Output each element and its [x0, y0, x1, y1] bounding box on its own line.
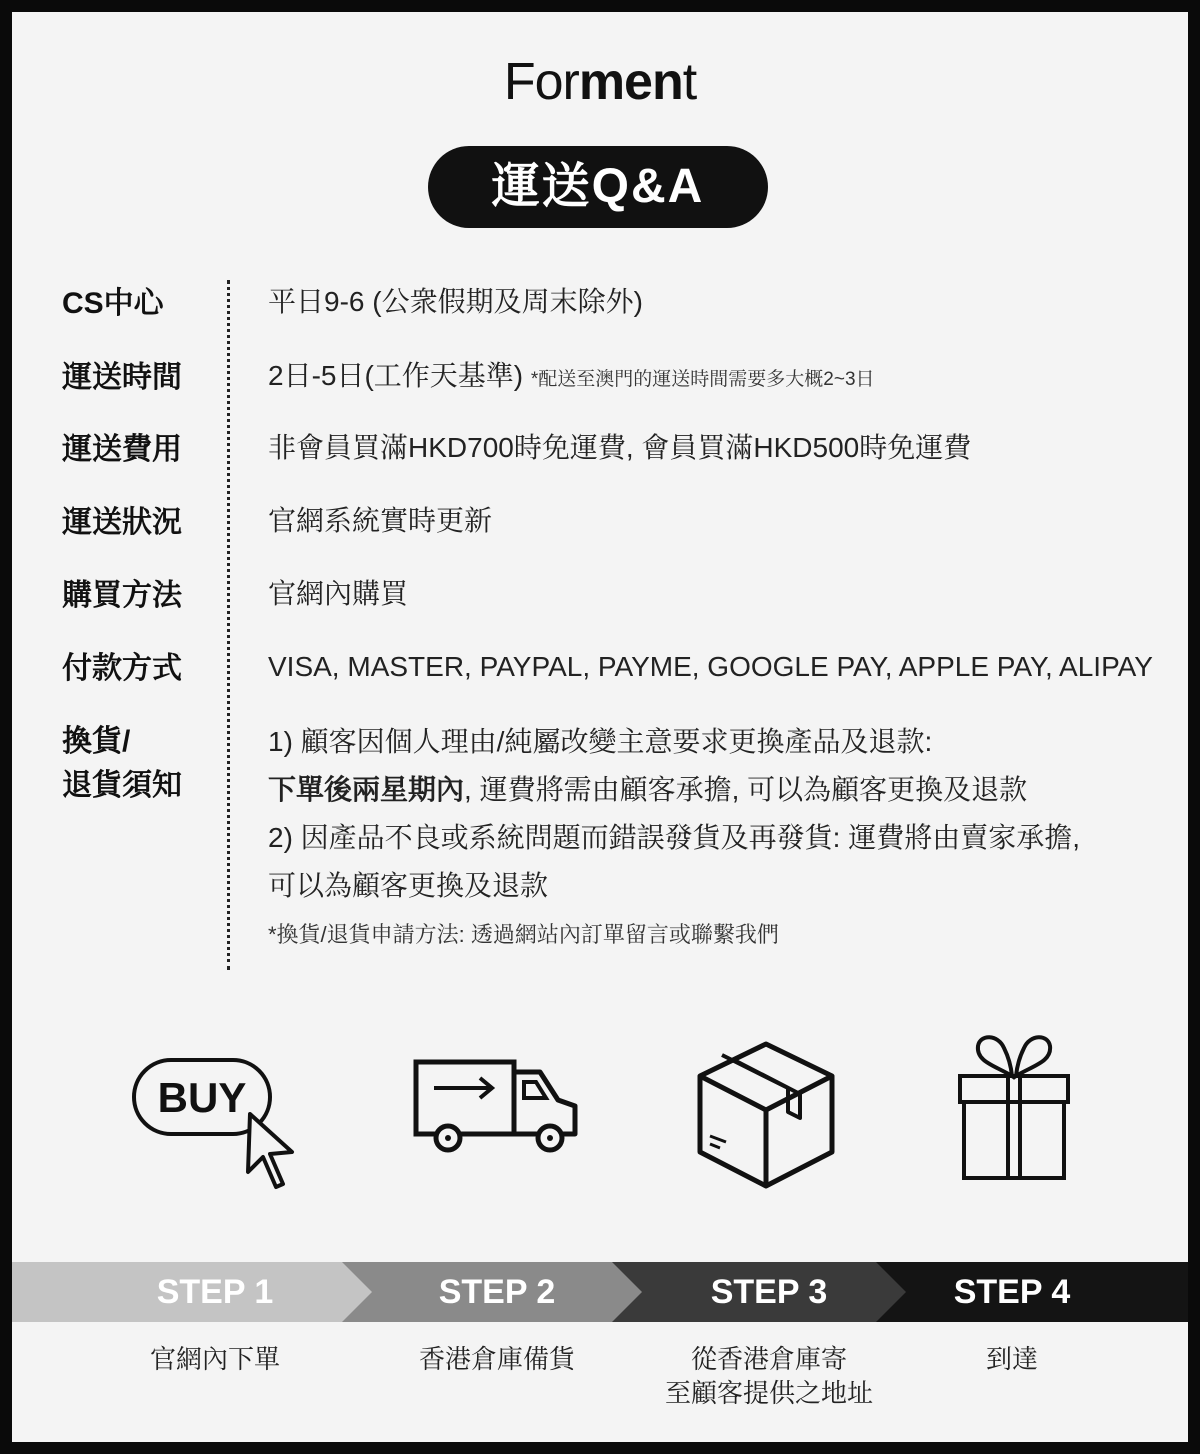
exchange-label-line1: 換貨/ [62, 725, 131, 758]
step-3-label: STEP 3 [710, 1273, 828, 1311]
step-2-desc: 香港倉庫備貨 [418, 1344, 575, 1374]
shipping-fee-value: 非會員買滿HKD700時免運費, 會員買滿HKD500時免運費 [268, 432, 972, 463]
page-title: 運送Q&A [428, 146, 768, 228]
exchange-line-3: 2) 因產品不良或系統問題而錯誤發貨及再發貨: 運費將由賣家承擔, [268, 822, 1081, 853]
shipping-fee-label: 運送費用 [62, 433, 182, 466]
exchange-line-1: 1) 顧客因個人理由/純屬改變主意要求更換產品及退款: [268, 726, 933, 757]
shipping-time-value: 2日-5日(工作天基準) *配送至澳門的運送時間需要多大概2~3日 [268, 360, 875, 391]
exchange-line-2: 下單後兩星期內, 運費將需由顧客承擔, 可以為顧客更換及退款 [268, 774, 1028, 805]
cs-center-value: 平日9-6 (公衆假期及周末除外) [268, 286, 643, 317]
purchase-method-label: 購買方法 [62, 579, 182, 612]
shipping-status-value: 官網系統實時更新 [268, 505, 493, 536]
exchange-line-4: 可以為顧客更換及退款 [268, 870, 549, 901]
cs-center-label: CS中心 [62, 287, 164, 320]
step-1-label: STEP 1 [156, 1273, 274, 1311]
step-2-label: STEP 2 [438, 1273, 556, 1311]
exchange-policy [268, 718, 1168, 910]
payment-method-value: VISA, MASTER, PAYPAL, PAYME, GOOGLE PAY, APPLE PAY, ALIPAY [268, 651, 1153, 682]
step-4-label: STEP 4 [953, 1273, 1071, 1311]
shipping-status-label: 運送狀況 [62, 506, 182, 539]
gift-icon [956, 1030, 1072, 1184]
shipping-time-note: *配送至澳門的運送時間需要多大概2~3日 [530, 369, 875, 390]
brand-logo: Forment [503, 53, 697, 111]
step-3-desc: 從香港倉庫寄 至顧客提供之地址 [664, 1344, 873, 1408]
truck-icon [412, 1058, 582, 1160]
svg-text:BUY: BUY [157, 1074, 247, 1121]
exchange-note: *換貨/退貨申請方法: 透過網站內訂單留言或聯繫我們 [268, 922, 779, 947]
exchange-label [62, 720, 212, 808]
step-4-desc: 到達 [985, 1344, 1038, 1374]
step-1-desc: 官網內下單 [149, 1344, 280, 1374]
buy-icon [130, 1056, 300, 1192]
shipping-time-label: 運送時間 [62, 361, 182, 394]
purchase-method-value: 官網內購買 [268, 578, 409, 609]
box-icon [696, 1040, 838, 1192]
exchange-label-line2: 退貨須知 [62, 769, 182, 802]
payment-method-label: 付款方式 [62, 652, 182, 685]
column-divider [227, 280, 230, 970]
